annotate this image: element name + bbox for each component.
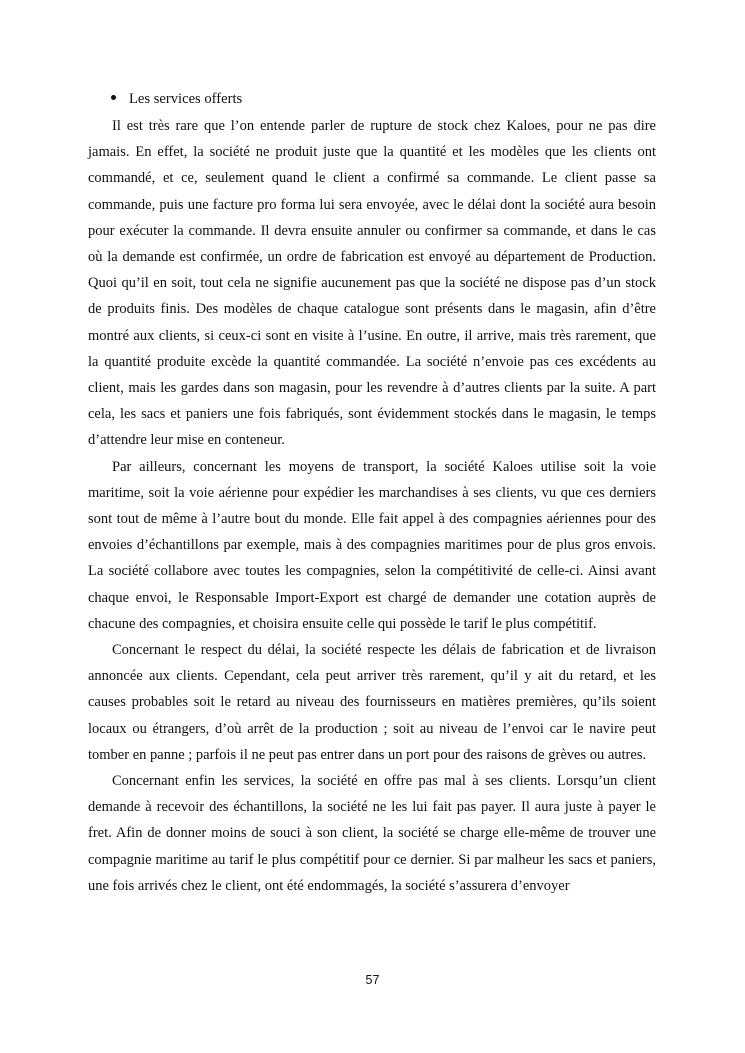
paragraph-stock: Il est très rare que l’on entende parler de rupture de stock chez Kaloes, pour ne pas dire jamais. En effet, la société ne produit juste que la quantité et les modèles que les clients ont commandé, et ce, seulement quand le client a confirmé sa commande. Le client passe sa commande, puis une facture pro forma lui sera envoyée, avec le délai dont la société aura besoin pour exécuter la commande. Il devra ensuite annuler ou confirmer sa commande, et dans le cas où la demande est confirmée, un ordre de fabrication est envoyé au département de Production. Quoi qu’il en soit, tout cela ne signifie aucunement pas que la société ne dispose pas d’un stock de produits finis. Des modèles de chaque catalogue sont présents dans le magasin, afin d’être montré aux clients, si ceux-ci sont en visite à l’usine. En outre, il arrive, mais très rarement, que la quantité produite excède la quantité commandée. La société n’envoie pas ces excédents au client, mais les gardes dans son magasin, pour les revendre à d’autres clients par la suite. A part cela, les sacs et paniers une fois fabriqués, sont évidemment stockés dans le magasin, le temps d’attendre leur mise en conteneur. xyxy=(88,118,656,449)
bullet-icon xyxy=(111,95,116,100)
paragraph-transport: Par ailleurs, concernant les moyens de transport, la société Kaloes utilise soit la voie maritime, soit la voie aérienne pour expédier les marchandises à ses clients, vu que ces derniers sont tout de même à l’autre bout du monde. Elle fait appel à des compagnies aériennes pour des envoies d’échantillons par exemple, mais à des compagnies maritimes pour de plus gros envois. La société collabore avec toutes les compagnies, selon la compétitivité de celle-ci. Ainsi avant chaque envoi, le Responsable Import-Export est chargé de demander une cotation auprès de chacune des compagnies, et choisira ensuite celle qui possède le tarif le plus compétitif. xyxy=(88,458,656,632)
page-number: 57 xyxy=(365,973,380,987)
paragraph-services: Concernant enfin les services, la société en offre pas mal à ses clients. Lorsqu’un client demande à recevoir des échantillons, la société ne les lui fait pas payer. Il aura juste à payer le fret. Afin de donner moins de souci à son client, la société se charge elle-même de trouver une compagnie maritime au tarif le plus compétitif pour ce dernier. Si par malheur les sacs et paniers, une fois arrivés chez le client, ont été endommagés, la société s’assurera d’envoyer xyxy=(88,773,656,894)
section-title: Les services offerts xyxy=(129,91,243,107)
paragraph-delais: Concernant le respect du délai, la société respecte les délais de fabrication et de livraison annoncée aux clients. Cependant, cela peut arriver très rarement, qu’il y ait du retard, et les causes probables soit le retard au niveau des fournisseurs en matières premières, qu’ils soient locaux ou étrangers, d’où arrêt de la production ; soit au niveau de l’envoi car le navire peut tomber en panne ; parfois il ne peut pas entrer dans un port pour des raisons de grèves ou autres. xyxy=(88,642,656,763)
body-text xyxy=(88,113,656,899)
section-bullet-heading xyxy=(111,89,242,109)
